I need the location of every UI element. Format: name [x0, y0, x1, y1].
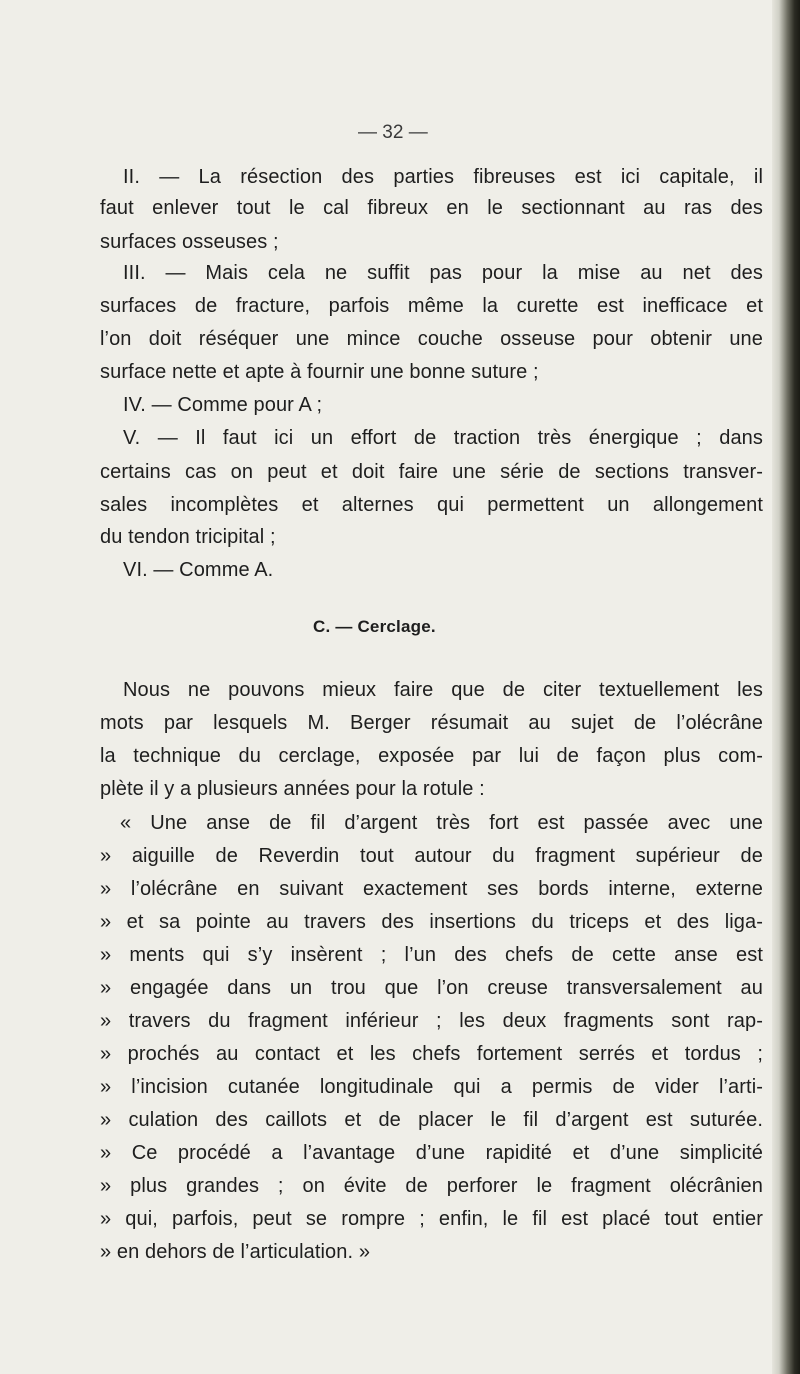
text-line: V. — Il faut ici un effort de traction très énergique ; dans [123, 427, 763, 449]
text-line: faut enlever tout le cal fibreux en le sectionnant au ras des [100, 197, 763, 219]
quote-line: » prochés au contact et les chefs fortement serrés et tordus ; [100, 1043, 763, 1065]
page-edge-shadow [772, 0, 800, 1374]
quote-line: » engagée dans un trou que l’on creuse transversalement au [100, 977, 763, 999]
quote-line: » plus grandes ; on évite de perforer le fragment olécrânien [100, 1175, 763, 1197]
text-line: Nous ne pouvons mieux faire que de citer textuellement les [123, 679, 763, 701]
text-line: sales incomplètes et alternes qui permettent un allongement [100, 494, 763, 516]
quote-line: » en dehors de l’articulation. » [100, 1241, 371, 1263]
section-heading: C. — Cerclage. [313, 617, 436, 636]
text-line: surfaces de fracture, parfois même la curette est inefficace et [100, 295, 763, 317]
page-number: — 32 — [358, 122, 428, 143]
text-line: II. — La résection des parties fibreuses est ici capitale, il [123, 166, 763, 188]
text-line: plète il y a plusieurs années pour la rotule : [100, 778, 485, 800]
quote-line: « Une anse de fil d’argent très fort est passée avec une [120, 812, 763, 834]
text-line: la technique du cerclage, exposée par lui de façon plus com- [100, 745, 763, 767]
text-line: surfaces osseuses ; [100, 231, 279, 253]
text-line: IV. — Comme pour A ; [123, 394, 323, 416]
text-line: III. — Mais cela ne suffit pas pour la mise au net des [123, 262, 763, 284]
text-line: surface nette et apte à fournir une bonne suture ; [100, 361, 539, 383]
quote-line: » l’incision cutanée longitudinale qui a permis de vider l’arti- [100, 1076, 763, 1098]
text-line: certains cas on peut et doit faire une série de sections transver- [100, 461, 763, 483]
quote-line: » aiguille de Reverdin tout autour du fragment supérieur de [100, 845, 763, 867]
text-line: l’on doit réséquer une mince couche osseuse pour obtenir une [100, 328, 763, 350]
text-line: du tendon tricipital ; [100, 526, 276, 548]
text-line: VI. — Comme A. [123, 559, 274, 581]
quote-line: » culation des caillots et de placer le fil d’argent est suturée. [100, 1109, 763, 1131]
text-line: mots par lesquels M. Berger résumait au sujet de l’olécrâne [100, 712, 763, 734]
quote-line: » Ce procédé a l’avantage d’une rapidité et d’une simplicité [100, 1142, 763, 1164]
quote-line: » qui, parfois, peut se rompre ; enfin, le fil est placé tout entier [100, 1208, 763, 1230]
quote-line: » travers du fragment inférieur ; les deux fragments sont rap- [100, 1010, 763, 1032]
quote-line: » ments qui s’y insèrent ; l’un des chefs de cette anse est [100, 944, 763, 966]
quote-line: » l’olécrâne en suivant exactement ses bords interne, externe [100, 878, 763, 900]
quote-line: » et sa pointe au travers des insertions du triceps et des liga- [100, 911, 763, 933]
